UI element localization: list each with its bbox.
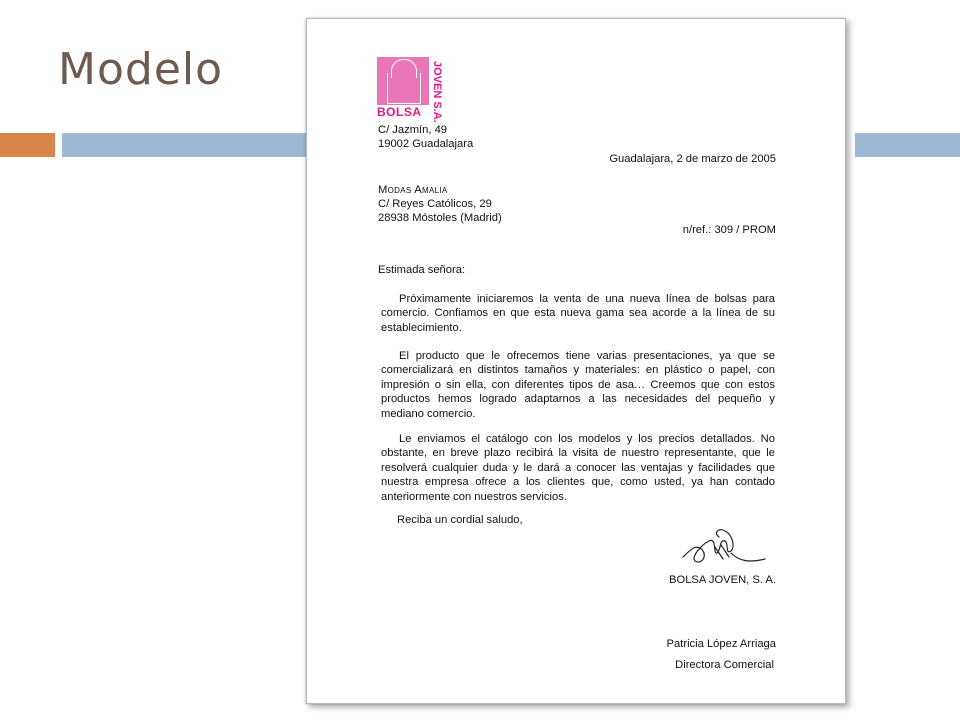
paragraph-3-text: Le enviamos el catálogo con los modelos y los precios detallados. No obstante, en breve plazo recibirá la visita de nuestro representante, que le resolverá cualquier duda y le dará a conocer las ventajas y facilidades que nuestra empresa ofrece a los clientes que, como usted, ya han contado anteriormente con nuestros servicios. [381, 433, 775, 503]
recipient-name: Modas Amalia [378, 184, 448, 196]
recipient-city: 28938 Móstoles (Madrid) [378, 212, 502, 224]
paragraph-3 [381, 432, 775, 504]
signer-name: Patricia López Arriaga [666, 638, 776, 650]
accent-bar-blue-right [855, 133, 960, 157]
accent-bar-orange [0, 133, 55, 157]
company-name: BOLSA JOVEN, S. A. [669, 574, 776, 586]
signature-image [679, 521, 771, 573]
paragraph-2-text: El producto que le ofrecemos tiene varias presentaciones, ya que se comercializará en distintos tamaños y materiales: en plástico o papel, con impresión o sin ella, con diferentes tipos de asa… Creemos que con estos productos hemos logrado adaptarnos a las necesidades del pequeño y mediano comercio. [381, 350, 775, 420]
reference: n/ref.: 309 / PROM [682, 224, 776, 236]
paragraph-2 [381, 349, 775, 421]
signer-title: Directora Comercial [675, 659, 774, 671]
company-logo [377, 57, 447, 123]
salutation: Estimada señora: [378, 264, 466, 276]
logo-bag-icon [377, 57, 429, 105]
sender-address-line-2: 19002 Guadalajara [378, 138, 474, 150]
accent-bar-blue-left [62, 133, 306, 157]
logo-side-text: JOVEN S.A. [431, 61, 443, 123]
closing: Reciba un cordial saludo, [397, 514, 523, 526]
place-date: Guadalajara, 2 de marzo de 2005 [609, 153, 776, 165]
letter-page [306, 18, 846, 704]
paragraph-1 [381, 292, 775, 335]
paragraph-1-text: Próximamente iniciaremos la venta de una nueva línea de bolsas para comercio. Confiamos en que esta nueva gama sea acorde a la línea de su establecimiento. [381, 293, 775, 334]
recipient-street: C/ Reyes Católicos, 29 [378, 198, 492, 210]
slide-title: Modelo [58, 44, 224, 95]
sender-address-line-1: C/ Jazmín, 49 [378, 124, 448, 136]
logo-wordmark: BOLSA [377, 105, 422, 119]
